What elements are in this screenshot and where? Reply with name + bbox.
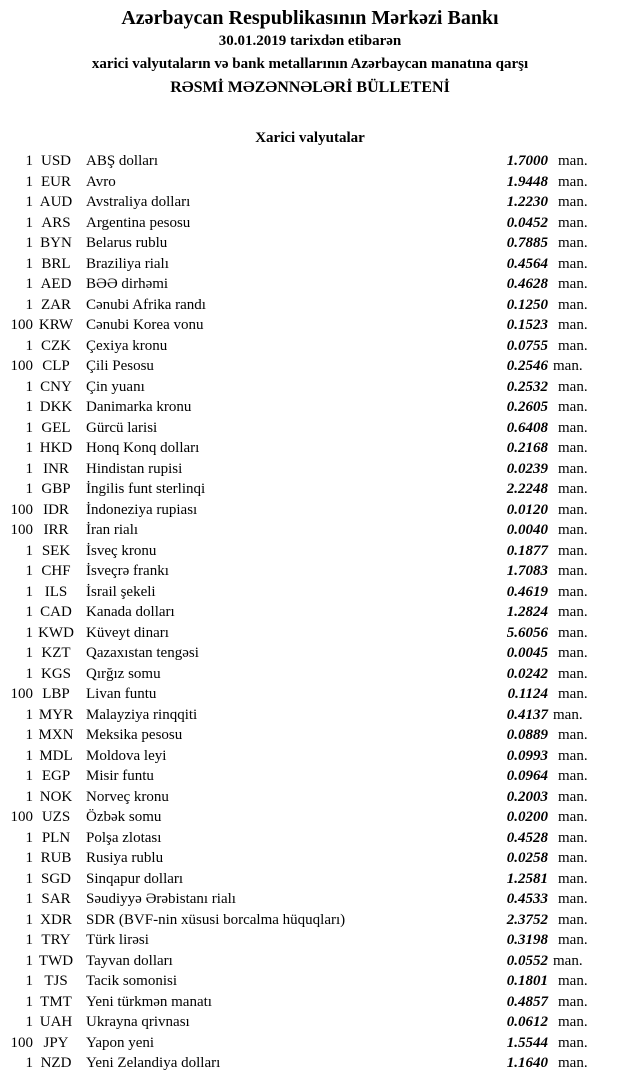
table-row [0, 336, 620, 357]
quantity-value: 1 [25, 296, 33, 313]
unit-label: man. [558, 686, 588, 702]
quantity-value: 1 [25, 153, 33, 169]
table-row [0, 623, 620, 644]
unit-label: man. [558, 583, 588, 600]
currency-code: HKD [39, 440, 73, 456]
exchange-rate-value: 0.0040 [506, 522, 548, 538]
quantity-value: 100 [10, 317, 33, 333]
unit-label: man. [558, 911, 588, 928]
unit-label: man. [558, 194, 588, 210]
quantity-value: 1 [25, 911, 33, 928]
currency-code: KWD [38, 624, 74, 641]
exchange-rate-value: 0.0452 [506, 214, 548, 231]
unit-label: man. [558, 624, 588, 641]
exchange-rate-value: 0.4619 [506, 583, 548, 600]
table-row [0, 520, 620, 541]
exchange-rate-value: 1.7083 [506, 563, 548, 579]
currency-code: JPY [43, 1034, 69, 1051]
currency-name: Moldova leyi [86, 747, 167, 764]
exchange-rate-value: 0.0120 [506, 501, 548, 518]
unit-label: man. [558, 932, 588, 948]
table-row [0, 828, 620, 849]
currency-code: TRY [41, 932, 71, 948]
currency-code: BRL [41, 255, 71, 272]
currency-name: Hindistan rupisi [86, 460, 183, 477]
table-row [0, 1012, 620, 1033]
quantity-value: 1 [25, 788, 33, 805]
exchange-rate-value: 1.5544 [506, 1034, 548, 1051]
quantity-value: 100 [10, 686, 33, 702]
quantity-value: 100 [10, 522, 33, 538]
currency-name: Tacik somonisi [86, 973, 178, 989]
currency-name: Yapon yeni [86, 1034, 155, 1051]
unit-label: man. [553, 706, 583, 723]
table-row [0, 848, 620, 869]
exchange-rate-value: 1.2824 [506, 604, 548, 620]
exchange-rate-value: 5.6056 [506, 624, 548, 641]
quantity-value: 1 [25, 583, 33, 600]
currency-name: Polşa zlotası [86, 829, 162, 846]
currency-code: ZAR [41, 296, 71, 313]
unit-label: man. [558, 440, 588, 456]
quantity-value: 1 [25, 235, 33, 251]
currency-name: İran rialı [86, 522, 139, 538]
unit-label: man. [558, 768, 588, 784]
exchange-rate-value: 0.0045 [506, 645, 548, 661]
quantity-value: 1 [25, 378, 33, 395]
quantity-value: 1 [25, 993, 33, 1010]
exchange-rate-value: 0.1523 [506, 317, 548, 333]
table-row [0, 930, 620, 951]
table-row [0, 500, 620, 521]
table-row [0, 705, 620, 726]
currency-code: CHF [41, 563, 71, 579]
exchange-rate-value: 1.1640 [506, 1055, 548, 1071]
exchange-rate-value: 0.2168 [506, 440, 548, 456]
quantity-value: 1 [25, 419, 33, 436]
table-row [0, 459, 620, 480]
table-row [0, 254, 620, 275]
exchange-rate-value: 0.2605 [506, 399, 548, 415]
table-row [0, 356, 620, 377]
unit-label: man. [558, 1055, 588, 1071]
currency-name: Yeni Zelandiya dolları [86, 1055, 221, 1071]
unit-label: man. [558, 1014, 588, 1030]
currency-name: Misir funtu [86, 768, 154, 784]
unit-label: man. [558, 747, 588, 764]
unit-label: man. [558, 214, 588, 231]
table-row [0, 233, 620, 254]
quantity-value: 1 [25, 665, 33, 682]
exchange-rate-value: 1.2230 [506, 194, 548, 210]
currency-code: MDL [39, 747, 73, 764]
currency-code: SEK [41, 542, 71, 559]
currency-name: Argentina pesosu [86, 214, 191, 231]
currency-name: Avro [86, 173, 116, 190]
currency-name: ABŞ dolları [86, 153, 159, 169]
currency-name: BƏƏ dirhəmi [86, 276, 169, 292]
unit-label: man. [558, 419, 588, 436]
unit-label: man. [558, 235, 588, 251]
currency-name: Honq Konq dolları [86, 440, 200, 456]
currency-code: AED [40, 276, 72, 292]
table-row [0, 746, 620, 767]
currency-code: UAH [39, 1014, 73, 1030]
unit-label: man. [558, 276, 588, 292]
currency-name: Norveç kronu [86, 788, 169, 805]
currency-code: EUR [41, 173, 71, 190]
currency-code: GBP [41, 481, 71, 497]
currency-name: İngilis funt sterlinqi [86, 481, 206, 497]
currency-name: Ukrayna qrivnası [86, 1014, 190, 1030]
table-row [0, 602, 620, 623]
unit-label: man. [558, 973, 588, 989]
exchange-rate-value: 0.0612 [506, 1014, 548, 1030]
currency-name: Malayziya rinqqiti [86, 706, 198, 723]
exchange-rate-value: 0.0964 [506, 768, 548, 784]
currency-name: Belarus rublu [86, 235, 168, 251]
quantity-value: 1 [25, 706, 33, 723]
exchange-rate-value: 1.7000 [506, 153, 548, 169]
quantity-value: 100 [10, 1034, 33, 1051]
table-row [0, 418, 620, 439]
currency-code: KRW [38, 317, 74, 333]
table-row [0, 1033, 620, 1054]
unit-label: man. [553, 358, 583, 374]
currency-name: Cənubi Korea vonu [86, 317, 204, 333]
currency-code: MXN [38, 727, 74, 743]
currency-name: İsveçrə frankı [86, 563, 169, 579]
exchange-rate-value: 0.0889 [506, 727, 548, 743]
unit-label: man. [558, 604, 588, 620]
currency-name: Kanada dolları [86, 604, 175, 620]
unit-label: man. [558, 378, 588, 395]
quantity-value: 1 [25, 460, 33, 477]
quantity-value: 1 [25, 829, 33, 846]
table-row [0, 643, 620, 664]
currency-name: SDR (BVF-nin xüsusi borcalma hüquqları) [86, 911, 346, 928]
exchange-rate-value: 0.2532 [506, 378, 548, 395]
exchange-rate-value: 0.6408 [506, 419, 548, 436]
currency-name: Rusiya rublu [86, 850, 164, 866]
quantity-value: 100 [10, 358, 33, 374]
table-row [0, 1053, 620, 1074]
unit-label: man. [558, 317, 588, 333]
unit-label: man. [558, 727, 588, 743]
quantity-value: 1 [25, 440, 33, 456]
unit-label: man. [558, 399, 588, 415]
table-row [0, 889, 620, 910]
quantity-value: 1 [25, 194, 33, 210]
exchange-rate-value: 0.4564 [506, 255, 548, 272]
currency-name: İndoneziya rupiası [86, 501, 198, 518]
exchange-rate-value: 0.2003 [506, 788, 548, 805]
exchange-rate-value: 0.4628 [506, 276, 548, 292]
unit-label: man. [558, 255, 588, 272]
currency-code: EGP [41, 768, 71, 784]
currency-code: RUB [40, 850, 72, 866]
quantity-value: 1 [25, 891, 33, 907]
currency-code: CZK [41, 337, 71, 354]
currency-code: KZT [41, 645, 71, 661]
currency-name: İsrail şekeli [86, 583, 156, 600]
quantity-value: 1 [25, 768, 33, 784]
exchange-rate-value: 0.2546 [506, 358, 548, 374]
unit-label: man. [558, 337, 588, 354]
currency-name: Braziliya rialı [86, 255, 169, 272]
table-row [0, 561, 620, 582]
table-row [0, 684, 620, 705]
quantity-value: 1 [25, 870, 33, 887]
table-row [0, 274, 620, 295]
quantity-value: 1 [25, 214, 33, 231]
currency-name: Avstraliya dolları [86, 194, 191, 210]
quantity-value: 1 [25, 604, 33, 620]
unit-label: man. [558, 1034, 588, 1051]
currency-name: Çexiya kronu [86, 337, 168, 354]
exchange-rate-value: 0.1250 [506, 296, 548, 313]
exchange-rate-value: 0.1877 [506, 542, 548, 559]
exchange-rate-value: 0.0552 [506, 952, 548, 969]
quantity-value: 1 [25, 932, 33, 948]
exchange-rate-value: 1.9448 [506, 173, 548, 190]
table-row [0, 397, 620, 418]
exchange-rate-value: 0.0200 [506, 809, 548, 825]
unit-label: man. [558, 153, 588, 169]
exchange-rate-value: 0.1124 [507, 686, 548, 702]
exchange-rate-value: 0.4528 [506, 829, 548, 846]
table-row [0, 377, 620, 398]
exchange-rate-value: 0.1801 [506, 973, 548, 989]
table-row [0, 807, 620, 828]
unit-label: man. [558, 173, 588, 190]
currency-code: IRR [43, 522, 69, 538]
table-row [0, 479, 620, 500]
table-row [0, 315, 620, 336]
table-row [0, 664, 620, 685]
table-row [0, 582, 620, 603]
table-row [0, 438, 620, 459]
bank-title: Azərbaycan Respublikasının Mərkəzi Bankı [121, 7, 499, 29]
exchange-rate-value: 0.4857 [506, 993, 548, 1010]
currency-code: USD [40, 153, 71, 169]
currency-name: Gürcü larisi [86, 419, 158, 436]
currency-code: DKK [39, 399, 73, 415]
quantity-value: 1 [25, 747, 33, 764]
currency-name: Tayvan dolları [86, 952, 173, 969]
exchange-rate-value: 2.2248 [506, 481, 548, 497]
currency-name: Qırğız somu [86, 665, 161, 682]
bulletin-title: RƏSMİ MƏZƏNNƏLƏRİ BÜLLETENİ [170, 79, 450, 96]
quantity-value: 1 [25, 624, 33, 641]
table-row [0, 869, 620, 890]
currency-name: Livan funtu [86, 686, 157, 702]
table-row [0, 766, 620, 787]
currency-code: LBP [42, 686, 70, 702]
quantity-value: 1 [25, 952, 33, 969]
table-row [0, 725, 620, 746]
quantity-value: 1 [25, 850, 33, 866]
exchange-rate-value: 0.0755 [506, 337, 548, 354]
currency-code: SGD [40, 870, 71, 887]
quantity-value: 1 [25, 727, 33, 743]
currency-code: CNY [40, 378, 72, 395]
unit-label: man. [558, 870, 588, 887]
currency-name: Çili Pesosu [86, 358, 154, 374]
quantity-value: 1 [25, 645, 33, 661]
currency-code: TMT [40, 993, 72, 1010]
quantity-value: 1 [25, 1055, 33, 1071]
quantity-value: 1 [25, 337, 33, 354]
exchange-rate-value: 1.2581 [506, 870, 548, 887]
currency-name: Çin yuanı [86, 378, 145, 395]
unit-label: man. [558, 788, 588, 805]
exchange-rate-value: 2.3752 [506, 911, 548, 928]
currency-code: TWD [38, 952, 74, 969]
currency-name: Özbək somu [86, 809, 162, 825]
unit-label: man. [558, 563, 588, 579]
unit-label: man. [558, 850, 588, 866]
currency-code: UZS [41, 809, 71, 825]
unit-label: man. [558, 809, 588, 825]
table-row [0, 213, 620, 234]
currency-code: INR [43, 460, 69, 477]
quantity-value: 1 [25, 1014, 33, 1030]
exchange-rate-value: 0.0239 [506, 460, 548, 477]
unit-label: man. [558, 522, 588, 538]
exchange-rate-value: 0.3198 [506, 932, 548, 948]
currency-name: Meksika pesosu [86, 727, 183, 743]
table-row [0, 151, 620, 172]
unit-label: man. [558, 665, 588, 682]
currency-code: MYR [38, 706, 74, 723]
table-row [0, 787, 620, 808]
table-row [0, 992, 620, 1013]
unit-label: man. [553, 952, 583, 969]
currency-code: IDR [43, 501, 69, 518]
currency-code: ARS [41, 214, 71, 231]
exchange-rates-table [0, 151, 620, 1074]
currency-code: PLN [41, 829, 71, 846]
quantity-value: 1 [25, 542, 33, 559]
currency-name: Küveyt dinarı [86, 624, 169, 641]
currency-code: NOK [39, 788, 73, 805]
document-header [0, 0, 620, 99]
currency-code: AUD [39, 194, 73, 210]
unit-label: man. [558, 481, 588, 497]
currency-code: GEL [41, 419, 71, 436]
table-row [0, 295, 620, 316]
table-row [0, 192, 620, 213]
unit-label: man. [558, 460, 588, 477]
quantity-value: 1 [25, 563, 33, 579]
quantity-value: 1 [25, 973, 33, 989]
currency-code: XDR [40, 911, 72, 928]
exchange-rate-value: 0.7885 [506, 235, 548, 251]
currency-code: ILS [44, 583, 68, 600]
unit-label: man. [558, 829, 588, 846]
unit-label: man. [558, 645, 588, 661]
exchange-rate-value: 0.4137 [506, 706, 548, 723]
currency-name: İsveç kronu [86, 542, 157, 559]
currency-code: CAD [40, 604, 72, 620]
unit-label: man. [558, 501, 588, 518]
exchange-rate-value: 0.0242 [506, 665, 548, 682]
quantity-value: 100 [10, 809, 33, 825]
unit-label: man. [558, 296, 588, 313]
unit-label: man. [558, 993, 588, 1010]
table-row [0, 541, 620, 562]
quantity-value: 100 [10, 501, 33, 518]
table-row [0, 172, 620, 193]
currency-name: Danimarka kronu [86, 399, 192, 415]
unit-label: man. [558, 891, 588, 907]
table-row [0, 910, 620, 931]
currency-code: NZD [40, 1055, 72, 1071]
currency-name: Səudiyyə Ərəbistanı rialı [86, 891, 236, 907]
quantity-value: 1 [25, 276, 33, 292]
quantity-value: 1 [25, 481, 33, 497]
currency-code: BYN [40, 235, 72, 251]
quantity-value: 1 [25, 173, 33, 190]
currency-name: Sinqapur dolları [86, 870, 184, 887]
currency-code: TJS [44, 973, 68, 989]
effective-date-line: 30.01.2019 tarixdən etibarən [218, 33, 402, 49]
exchange-rate-value: 0.0993 [506, 747, 548, 764]
table-row [0, 951, 620, 972]
currency-name: Yeni türkmən manatı [86, 993, 212, 1010]
currency-name: Cənubi Afrika randı [86, 296, 206, 313]
currency-code: SAR [41, 891, 71, 907]
currency-name: Türk lirəsi [86, 932, 149, 948]
unit-label: man. [558, 542, 588, 559]
subtitle-line: xarici valyutaların və bank metallarının Azərbaycan manatına qarşı [91, 56, 529, 72]
currency-name: Qazaxıstan tengəsi [86, 645, 199, 661]
section-title-foreign-currencies: Xarici valyutalar [255, 130, 365, 146]
currency-code: KGS [40, 665, 71, 682]
exchange-rate-value: 0.4533 [506, 891, 548, 907]
currency-code: CLP [42, 358, 70, 374]
quantity-value: 1 [25, 255, 33, 272]
exchange-rate-value: 0.0258 [506, 850, 548, 866]
table-row [0, 971, 620, 992]
quantity-value: 1 [25, 399, 33, 415]
